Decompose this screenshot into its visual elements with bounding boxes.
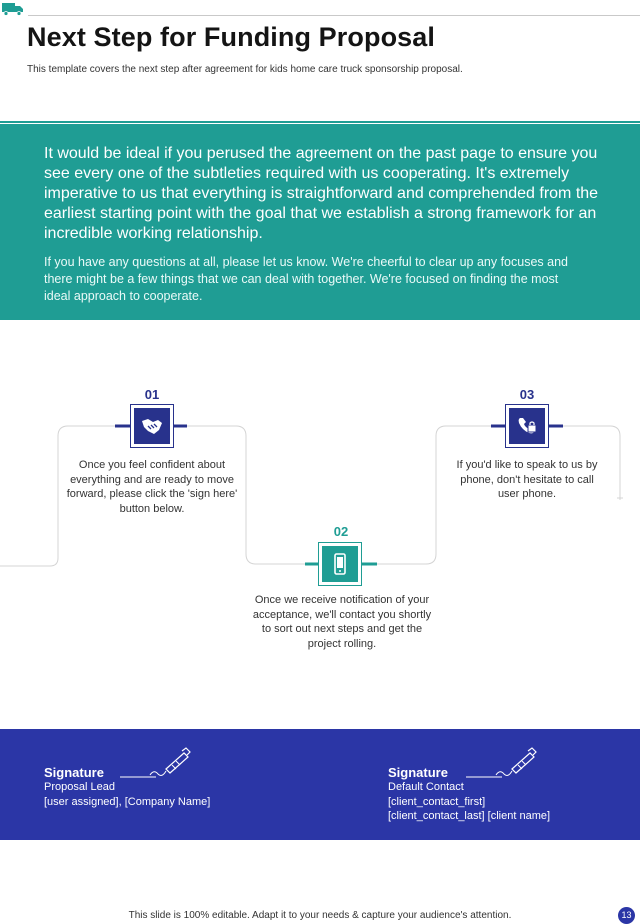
step-2-number: 02 <box>333 524 349 539</box>
signature-detail: [client_contact_first] <box>388 795 486 808</box>
intro-note-text: If you have any questions at all, please let us know. We're cheerful to clear up any focuses and there might be a few things that we can deal with together. We're focused on finding the most ideal approach to cooperate. <box>44 255 568 303</box>
signature-panel <box>0 729 640 840</box>
signature-pen-icon <box>120 747 192 781</box>
mobile-phone-icon <box>327 551 353 577</box>
truck-logo-icon <box>2 2 24 16</box>
step-3-number: 03 <box>519 387 535 402</box>
intro-top-rule <box>0 121 640 123</box>
page-subtitle: This template covers the next step after agreement for kids home care truck sponsorship proposal. <box>27 64 463 75</box>
signature-pen-icon <box>466 747 538 781</box>
intro-lead-text: It would be ideal if you perused the agreement on the past page to ensure you see every one of the subtleties required with us cooperating. It's extremely imperative to us that everything is straightforward and comprehended from the earliest starting point with the goal that we establish a strong framework for an incredible working relationship. <box>44 145 599 242</box>
page-number-badge: 13 <box>618 907 635 924</box>
signature-role: Default Contact <box>388 781 464 793</box>
signature-detail: [user assigned], [Company Name] <box>44 795 211 808</box>
step-2-text: Once we receive notification of your acceptance, we'll contact you shortly to sort out next steps and get the project rolling. <box>252 594 432 650</box>
process-flow <box>0 330 640 720</box>
signature-title: Signature <box>44 765 104 780</box>
telephone-icon <box>514 413 540 439</box>
signature-detail: [client_contact_last] [client name] <box>388 810 551 822</box>
signature-title: Signature <box>388 765 448 780</box>
step-3-text: If you'd like to speak to us by phone, don't hesitate to call user phone. <box>456 459 598 500</box>
step-1-icon-box <box>130 404 174 448</box>
step-1-number: 01 <box>144 387 160 402</box>
step-1-text: Once you feel confident about everything and are ready to move forward, please click the 'sign here' button below. <box>66 459 238 515</box>
header-divider <box>28 15 640 16</box>
page-title: Next Step for Funding Proposal <box>27 22 436 52</box>
step-2-icon-box <box>318 542 362 586</box>
intro-panel <box>0 124 640 320</box>
footer-note: This slide is 100% editable. Adapt it to your needs & capture your audience's attention. <box>128 910 512 921</box>
handshake-icon <box>139 413 165 439</box>
signature-role: Proposal Lead <box>44 781 115 793</box>
step-3-icon-box <box>505 404 549 448</box>
